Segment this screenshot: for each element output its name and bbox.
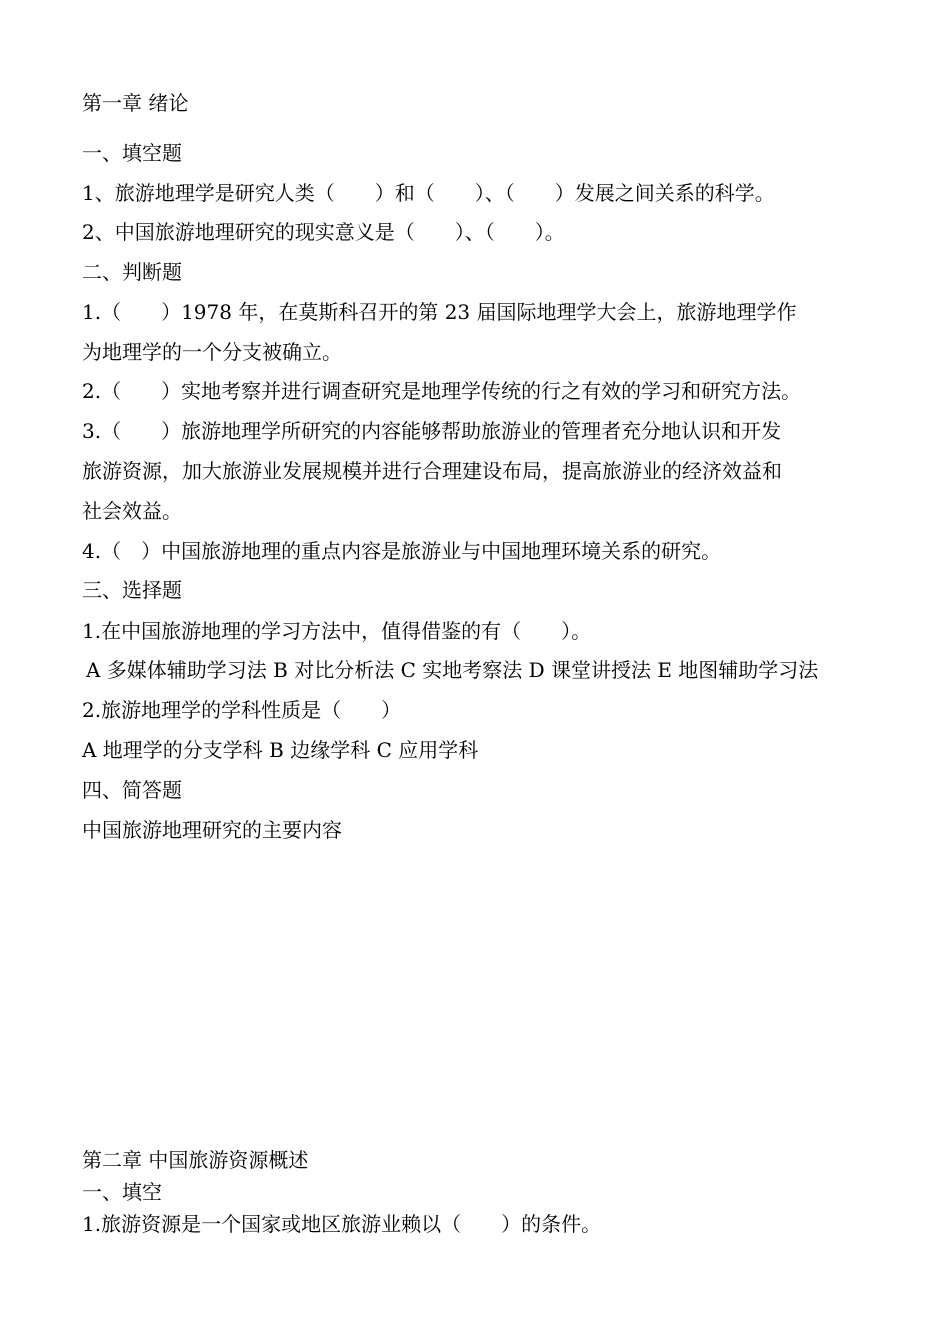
chapter1-short-answer-heading: 四、简答题 bbox=[82, 778, 182, 802]
chapter1-true-false-q1-line2: 为地理学的一个分支被确立。 bbox=[82, 340, 342, 364]
chapter2-fill-blank-heading: 一、填空 bbox=[82, 1180, 162, 1204]
chapter1-choice-heading: 三、选择题 bbox=[82, 578, 182, 602]
chapter1-choice-q1-options: A 多媒体辅助学习法 B 对比分析法 C 实地考察法 D 课堂讲授法 E 地图辅助学习法 bbox=[86, 658, 819, 682]
chapter1-short-answer-q1: 中国旅游地理研究的主要内容 bbox=[82, 818, 342, 842]
chapter1-true-false-heading: 二、判断题 bbox=[82, 260, 182, 284]
chapter1-true-false-q2: 2.（ ）实地考察并进行调查研究是地理学传统的行之有效的学习和研究方法。 bbox=[82, 379, 802, 403]
chapter1-true-false-q1-line1: 1.（ ）1978 年，在莫斯科召开的第 23 届国际地理学大会上，旅游地理学作 bbox=[82, 300, 797, 324]
chapter1-true-false-q3-line3: 社会效益。 bbox=[82, 499, 182, 523]
chapter1-true-false-q3-line2: 旅游资源，加大旅游业发展规模并进行合理建设布局，提高旅游业的经济效益和 bbox=[82, 459, 782, 483]
chapter1-fill-blank-q2: 2、中国旅游地理研究的现实意义是（ ）、（ ）。 bbox=[82, 220, 565, 244]
chapter2-title: 第二章 中国旅游资源概述 bbox=[82, 1148, 309, 1172]
chapter1-true-false-q3-line1: 3.（ ）旅游地理学所研究的内容能够帮助旅游业的管理者充分地认识和开发 bbox=[82, 419, 782, 443]
chapter1-fill-blank-q1: 1、旅游地理学是研究人类（ ）和（ ）、（ ）发展之间关系的科学。 bbox=[82, 181, 775, 205]
chapter1-true-false-q4: 4.（ ）中国旅游地理的重点内容是旅游业与中国地理环境关系的研究。 bbox=[82, 539, 722, 563]
chapter1-choice-q2: 2.旅游地理学的学科性质是（ ） bbox=[82, 698, 402, 722]
chapter2-fill-blank-q1: 1.旅游资源是一个国家或地区旅游业赖以（ ）的条件。 bbox=[82, 1212, 602, 1236]
chapter1-fill-blank-heading: 一、填空题 bbox=[82, 141, 182, 165]
chapter1-choice-q1: 1.在中国旅游地理的学习方法中，值得借鉴的有（ ）。 bbox=[82, 619, 592, 643]
chapter1-choice-q2-options: A 地理学的分支学科 B 边缘学科 C 应用学科 bbox=[82, 738, 479, 762]
chapter1-title: 第一章 绪论 bbox=[82, 91, 189, 115]
